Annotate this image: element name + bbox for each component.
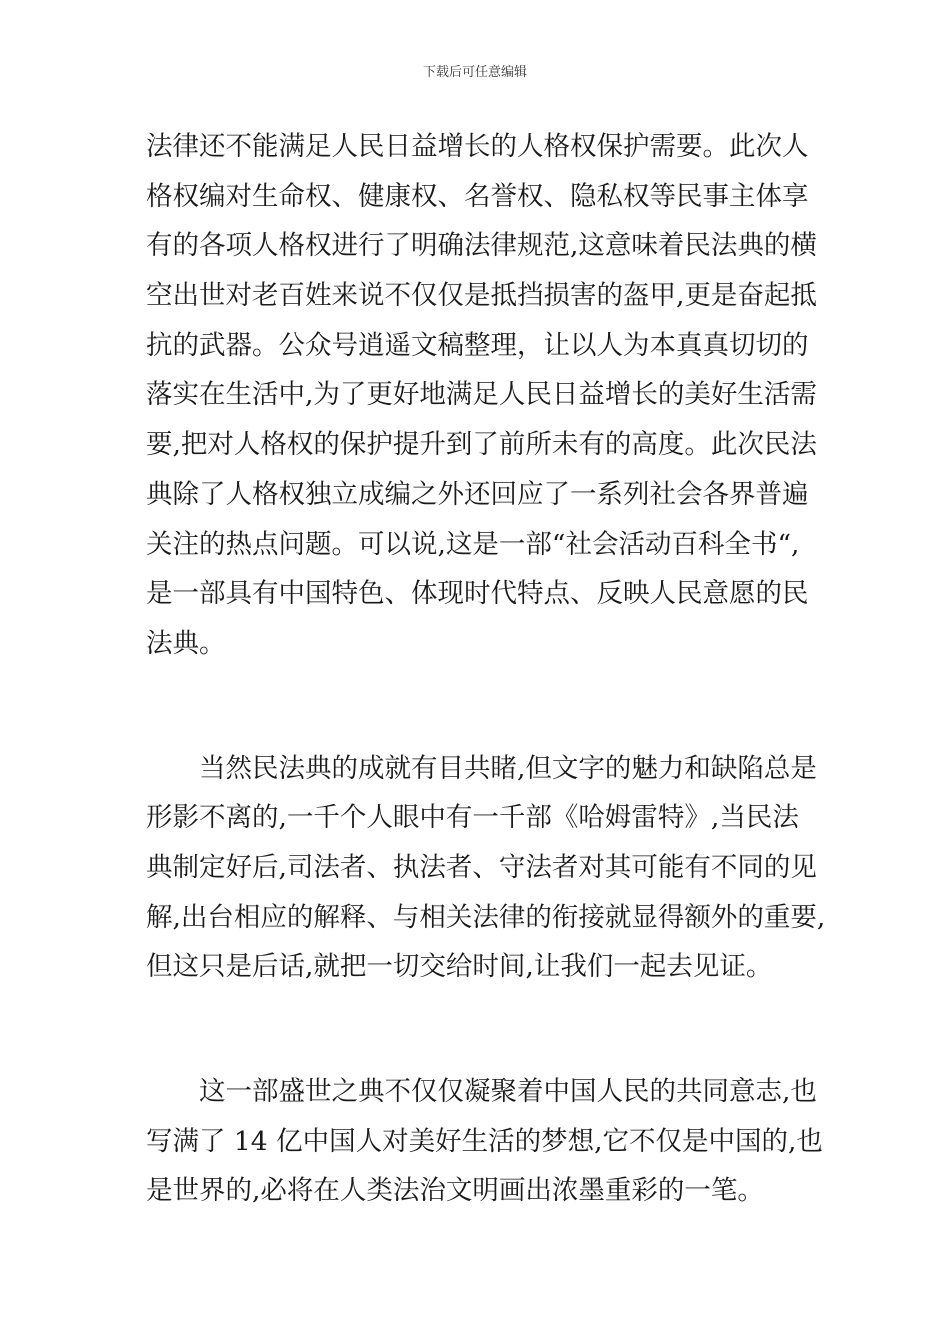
text-line: 典制定好后,司法者、执法者、守法者对其可能有不同的见	[146, 851, 817, 883]
text-line: 关注的热点问题。可以说,这是一部“社会活动百科全书“,	[146, 528, 800, 560]
text-line: 典除了人格权独立成编之外还回应了一系列社会各界普遍	[146, 478, 809, 510]
paragraph-gap	[146, 669, 811, 744]
text-line: 是世界的,必将在人类法治文明画出浓墨重彩的一笔。	[146, 1175, 764, 1207]
paragraph-1	[146, 122, 817, 669]
text-line: 形影不离的,一千个人眼中有一千部《哈姆雷特》,当民法	[146, 802, 799, 834]
text-line: 法律还不能满足人民日益增长的人格权保护需要。此次人	[146, 131, 809, 162]
text-line: 是一部具有中国特色、体现时代特点、反映人民意愿的民	[146, 578, 809, 610]
paragraph-gap	[146, 992, 811, 1067]
text-line: 空出世对老百姓来说不仅仅是抵挡损害的盔甲,更是奋起抵	[146, 280, 817, 312]
text-line: 当然民法典的成就有目共睹,但文字的魅力和缺陷总是	[199, 752, 817, 784]
text-line: 有的各项人格权进行了明确法律规范,这意味着民法典的横	[146, 230, 817, 262]
text-line: 写满了 14 亿中国人对美好生活的梦想,它不仅是中国的,也	[146, 1125, 823, 1157]
text-line: 这一部盛世之典不仅仅凝聚着中国人民的共同意志,也	[199, 1076, 817, 1107]
text-line: 但这只是后话,就把一切交给时间,让我们一起去见证。	[146, 951, 773, 983]
text-line: 落实在生活中,为了更好地满足人民日益增长的美好生活需	[146, 379, 817, 411]
page-header: 下载后可任意编辑	[422, 65, 527, 80]
text-line: 格权编对生命权、健康权、名誉权、隐私权等民事主体享	[146, 180, 809, 212]
paragraph-2	[146, 744, 826, 992]
text-line: 解,出台相应的解释、与相关法律的衔接就显得额外的重要,	[146, 901, 826, 933]
text-line: 法典。	[146, 627, 226, 659]
paragraph-3	[146, 1067, 823, 1216]
document-body	[146, 122, 826, 1216]
text-line: 抗的武器。公众号逍遥文稿整理，让以人为本真真切切的	[146, 329, 809, 361]
text-line: 要,把对人格权的保护提升到了前所未有的高度。此次民法	[146, 429, 817, 461]
